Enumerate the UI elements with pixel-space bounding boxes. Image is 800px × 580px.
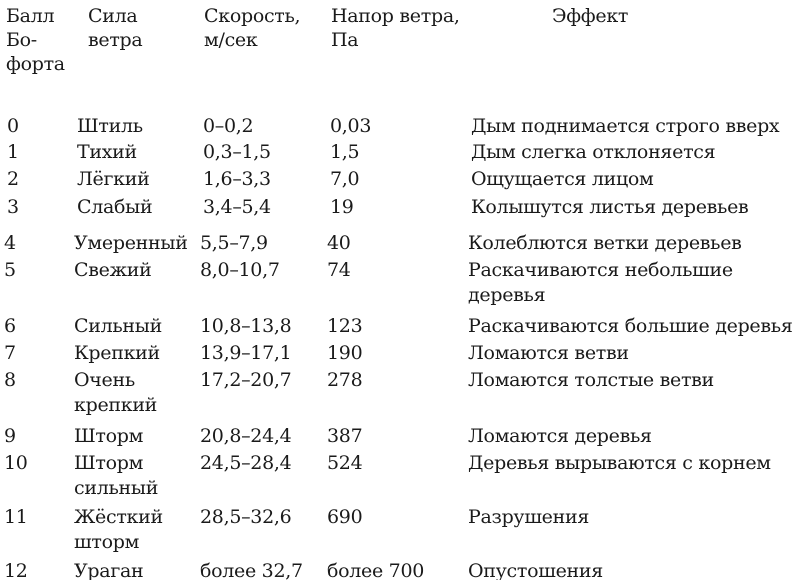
- row-12-speed: более 32,7: [200, 560, 303, 580]
- row-11-force: Жёсткий шторм: [74, 506, 163, 553]
- row-8-speed: 17,2–20,7: [200, 369, 292, 391]
- row-7-speed: 13,9–17,1: [200, 342, 292, 364]
- row-12-pressure: более 700: [327, 560, 425, 580]
- row-5-force: Свежий: [74, 259, 152, 281]
- row-0-speed: 0–0,2: [203, 115, 254, 137]
- row-11-speed: 28,5–32,6: [200, 506, 292, 528]
- row-2-force: Лёгкий: [77, 168, 150, 190]
- row-2-effect: Ощущается лицом: [471, 168, 654, 190]
- row-11-pressure: 690: [327, 506, 363, 528]
- row-3-ball: 3: [7, 196, 19, 218]
- row-2-speed: 1,6–3,3: [203, 168, 271, 190]
- row-4-ball: 4: [4, 232, 16, 254]
- row-6-speed: 10,8–13,8: [200, 315, 292, 337]
- row-10-effect: Деревья вырываются с корнем: [468, 452, 771, 474]
- header-speed: Скорость, м/сек: [204, 5, 301, 51]
- row-1-pressure: 1,5: [330, 141, 360, 163]
- row-4-pressure: 40: [327, 232, 351, 254]
- row-2-ball: 2: [7, 168, 19, 190]
- row-2-pressure: 7,0: [330, 168, 360, 190]
- row-7-ball: 7: [4, 342, 16, 364]
- row-3-speed: 3,4–5,4: [203, 196, 271, 218]
- row-5-effect: Раскачиваются небольшие деревья: [468, 259, 733, 306]
- row-3-pressure: 19: [330, 196, 354, 218]
- row-6-ball: 6: [4, 315, 16, 337]
- row-9-ball: 9: [4, 425, 16, 447]
- header-force: Сила ветра: [88, 5, 143, 51]
- row-8-ball: 8: [4, 369, 16, 391]
- row-10-force: Шторм сильный: [74, 452, 159, 499]
- row-9-force: Шторм: [74, 425, 144, 447]
- row-9-pressure: 387: [327, 425, 363, 447]
- row-8-force: Очень крепкий: [74, 369, 158, 416]
- row-0-pressure: 0,03: [330, 115, 372, 137]
- row-9-speed: 20,8–24,4: [200, 425, 292, 447]
- row-11-ball: 11: [4, 506, 28, 528]
- row-10-speed: 24,5–28,4: [200, 452, 292, 474]
- row-12-force: Ураган: [74, 560, 144, 580]
- row-4-force: Умеренный: [74, 232, 188, 254]
- header-effect: Эффект: [552, 5, 629, 27]
- row-7-pressure: 190: [327, 342, 363, 364]
- row-4-effect: Колеблются ветки деревьев: [468, 232, 742, 254]
- row-10-ball: 10: [4, 452, 28, 474]
- row-0-effect: Дым поднимается строго вверх: [471, 115, 780, 137]
- row-0-ball: 0: [7, 115, 19, 137]
- row-6-effect: Раскачиваются большие деревья: [468, 315, 793, 337]
- row-3-effect: Колышутся листья деревьев: [471, 196, 749, 218]
- row-7-force: Крепкий: [74, 342, 160, 364]
- row-1-ball: 1: [7, 141, 19, 163]
- row-5-speed: 8,0–10,7: [200, 259, 280, 281]
- row-1-force: Тихий: [77, 141, 137, 163]
- row-0-force: Штиль: [77, 115, 143, 137]
- header-ball: Балл Бо- форта: [6, 5, 65, 75]
- row-7-effect: Ломаются ветви: [468, 342, 629, 364]
- row-12-ball: 12: [4, 560, 28, 580]
- row-3-force: Слабый: [77, 196, 153, 218]
- row-11-effect: Разрушения: [468, 506, 590, 528]
- row-5-pressure: 74: [327, 259, 351, 281]
- row-10-pressure: 524: [327, 452, 363, 474]
- row-4-speed: 5,5–7,9: [200, 232, 268, 254]
- row-8-effect: Ломаются толстые ветви: [468, 369, 714, 391]
- row-6-pressure: 123: [327, 315, 363, 337]
- header-pressure: Напор ветра, Па: [331, 5, 460, 51]
- row-1-speed: 0,3–1,5: [203, 141, 271, 163]
- row-8-pressure: 278: [327, 369, 363, 391]
- row-12-effect: Опустошения: [468, 560, 603, 580]
- row-6-force: Сильный: [74, 315, 162, 337]
- row-5-ball: 5: [4, 259, 16, 281]
- row-1-effect: Дым слегка отклоняется: [471, 141, 716, 163]
- row-9-effect: Ломаются деревья: [468, 425, 652, 447]
